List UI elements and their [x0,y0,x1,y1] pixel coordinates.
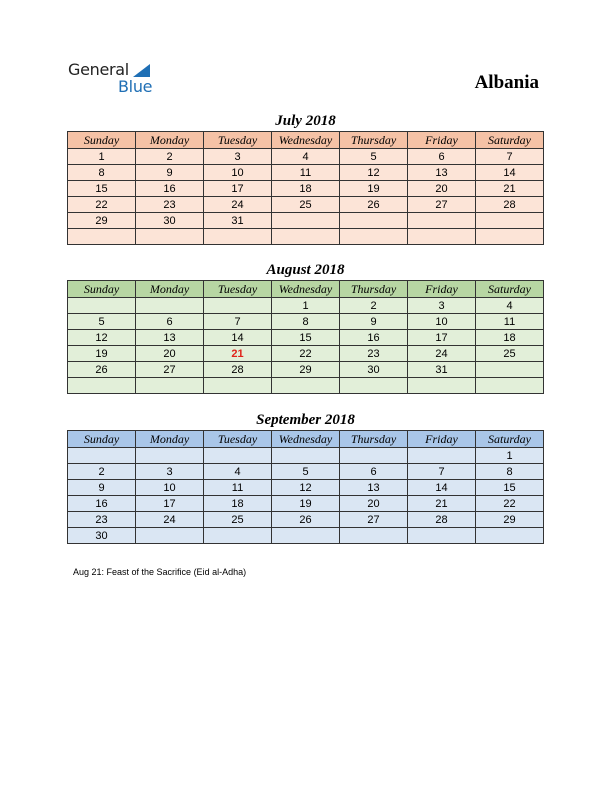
day-cell: 16 [340,330,408,346]
day-cell: 8 [476,464,544,480]
day-cell: 4 [204,464,272,480]
day-cell: 27 [340,512,408,528]
week-row [68,480,544,496]
day-cell: 3 [204,149,272,165]
day-cell: 27 [136,362,204,378]
day-cell: 14 [476,165,544,181]
week-row [68,165,544,181]
weekday-header: Saturday [476,132,544,149]
weekday-header: Thursday [340,431,408,448]
day-cell: 9 [68,480,136,496]
weekday-header: Monday [136,431,204,448]
month-september [67,410,544,544]
day-cell: 10 [136,480,204,496]
day-cell: 13 [340,480,408,496]
day-cell: 25 [272,197,340,213]
day-cell: 13 [408,165,476,181]
day-cell: 22 [272,346,340,362]
day-cell: 14 [408,480,476,496]
day-cell: 10 [204,165,272,181]
month-title: July 2018 [275,113,336,129]
day-cell: 20 [136,346,204,362]
day-cell: 24 [204,197,272,213]
weekday-header: Thursday [340,281,408,298]
logo [68,60,168,96]
day-cell: 11 [476,314,544,330]
day-cell [476,213,544,229]
day-cell: 18 [204,496,272,512]
week-row [68,330,544,346]
day-cell: 20 [408,181,476,197]
day-cell: 19 [272,496,340,512]
day-cell: 25 [204,512,272,528]
day-cell [204,528,272,544]
weekday-header-row [68,132,544,149]
month-august [67,260,544,394]
weekday-header: Thursday [340,132,408,149]
week-row [68,378,544,394]
day-cell: 12 [68,330,136,346]
month-title: September 2018 [256,412,355,428]
day-cell: 26 [272,512,340,528]
weekday-header-row [68,281,544,298]
day-cell: 6 [136,314,204,330]
day-cell: 17 [204,181,272,197]
day-cell: 1 [68,149,136,165]
day-cell: 23 [340,346,408,362]
day-cell: 30 [68,528,136,544]
day-cell: 5 [68,314,136,330]
day-cell: 24 [408,346,476,362]
day-cell [408,448,476,464]
day-cell: 29 [476,512,544,528]
day-cell: 1 [272,298,340,314]
day-cell [272,229,340,245]
day-cell [204,298,272,314]
day-cell [272,448,340,464]
weekday-header: Tuesday [204,431,272,448]
day-cell: 23 [136,197,204,213]
day-cell: 8 [272,314,340,330]
day-cell: 11 [272,165,340,181]
weekday-header-row [68,431,544,448]
day-cell [68,298,136,314]
day-cell: 29 [272,362,340,378]
day-cell: 5 [340,149,408,165]
day-cell [136,528,204,544]
day-cell: 15 [272,330,340,346]
day-cell: 25 [476,346,544,362]
day-cell [476,229,544,245]
week-row [68,528,544,544]
day-cell: 19 [340,181,408,197]
holiday-note: Aug 21: Feast of the Sacrifice (Eid al-Adha) [73,567,247,577]
day-cell: 4 [272,149,340,165]
week-row [68,496,544,512]
day-cell: 29 [68,213,136,229]
day-cell [340,213,408,229]
day-cell: 30 [340,362,408,378]
day-cell: 27 [408,197,476,213]
weekday-header: Friday [408,281,476,298]
calendar-table [67,280,544,394]
day-cell [476,378,544,394]
day-cell [68,229,136,245]
weekday-header: Sunday [68,281,136,298]
day-cell: 23 [68,512,136,528]
weekday-header: Monday [136,132,204,149]
calendar-table [67,131,544,245]
month-title: August 2018 [266,262,345,278]
day-cell: 15 [68,181,136,197]
day-cell: 7 [204,314,272,330]
day-cell: 2 [136,149,204,165]
day-cell [340,448,408,464]
weekday-header: Saturday [476,281,544,298]
day-cell [340,229,408,245]
day-cell: 10 [408,314,476,330]
day-cell: 2 [68,464,136,480]
day-cell: 16 [68,496,136,512]
week-row [68,346,544,362]
day-cell: 21 [476,181,544,197]
day-cell [408,528,476,544]
weekday-header: Wednesday [272,431,340,448]
week-row [68,314,544,330]
day-cell [68,378,136,394]
day-cell: 17 [408,330,476,346]
day-cell [340,528,408,544]
day-cell: 7 [408,464,476,480]
weekday-header: Friday [408,431,476,448]
logo-general-text: General [68,60,129,79]
day-cell: 26 [340,197,408,213]
day-cell [408,229,476,245]
day-cell: 21 [408,496,476,512]
day-cell: 22 [476,496,544,512]
day-cell [204,229,272,245]
day-cell [408,378,476,394]
day-cell: 6 [340,464,408,480]
day-cell: 26 [68,362,136,378]
weekday-header: Monday [136,281,204,298]
weekday-header: Tuesday [204,281,272,298]
week-row [68,362,544,378]
day-cell [476,362,544,378]
day-cell [408,213,476,229]
week-row [68,229,544,245]
day-cell: 19 [68,346,136,362]
day-cell: 28 [408,512,476,528]
day-cell: 7 [476,149,544,165]
day-cell: 12 [272,480,340,496]
day-cell: 12 [340,165,408,181]
day-cell: 31 [204,213,272,229]
day-cell: 8 [68,165,136,181]
day-cell: 11 [204,480,272,496]
day-cell [136,378,204,394]
day-cell [136,229,204,245]
day-cell [204,448,272,464]
day-cell: 3 [136,464,204,480]
day-cell: 6 [408,149,476,165]
weekday-header: Sunday [68,431,136,448]
week-row [68,298,544,314]
day-cell [136,298,204,314]
day-cell: 30 [136,213,204,229]
day-cell [272,213,340,229]
day-cell: 13 [136,330,204,346]
day-cell: 15 [476,480,544,496]
weekday-header: Tuesday [204,132,272,149]
week-row [68,149,544,165]
day-cell: 5 [272,464,340,480]
week-row [68,181,544,197]
day-cell: 31 [408,362,476,378]
day-cell: 3 [408,298,476,314]
day-cell [272,378,340,394]
day-cell: 9 [136,165,204,181]
day-cell [476,528,544,544]
day-cell [204,378,272,394]
day-cell: 21 [204,346,272,362]
day-cell [272,528,340,544]
week-row [68,448,544,464]
calendar-table [67,430,544,544]
week-row [68,213,544,229]
weekday-header: Friday [408,132,476,149]
day-cell: 18 [476,330,544,346]
weekday-header: Wednesday [272,132,340,149]
day-cell [340,378,408,394]
logo-blue-text: Blue [118,77,153,96]
day-cell: 20 [340,496,408,512]
week-row [68,197,544,213]
day-cell: 18 [272,181,340,197]
week-row [68,464,544,480]
weekday-header: Wednesday [272,281,340,298]
day-cell [136,448,204,464]
day-cell: 14 [204,330,272,346]
day-cell: 22 [68,197,136,213]
day-cell: 28 [476,197,544,213]
country-title: Albania [474,72,539,93]
day-cell: 17 [136,496,204,512]
month-july [67,111,544,245]
weekday-header: Sunday [68,132,136,149]
day-cell: 28 [204,362,272,378]
weekday-header: Saturday [476,431,544,448]
day-cell: 4 [476,298,544,314]
week-row [68,512,544,528]
day-cell: 2 [340,298,408,314]
day-cell [68,448,136,464]
day-cell: 16 [136,181,204,197]
day-cell: 24 [136,512,204,528]
logo-triangle-icon [133,64,150,77]
day-cell: 9 [340,314,408,330]
day-cell: 1 [476,448,544,464]
